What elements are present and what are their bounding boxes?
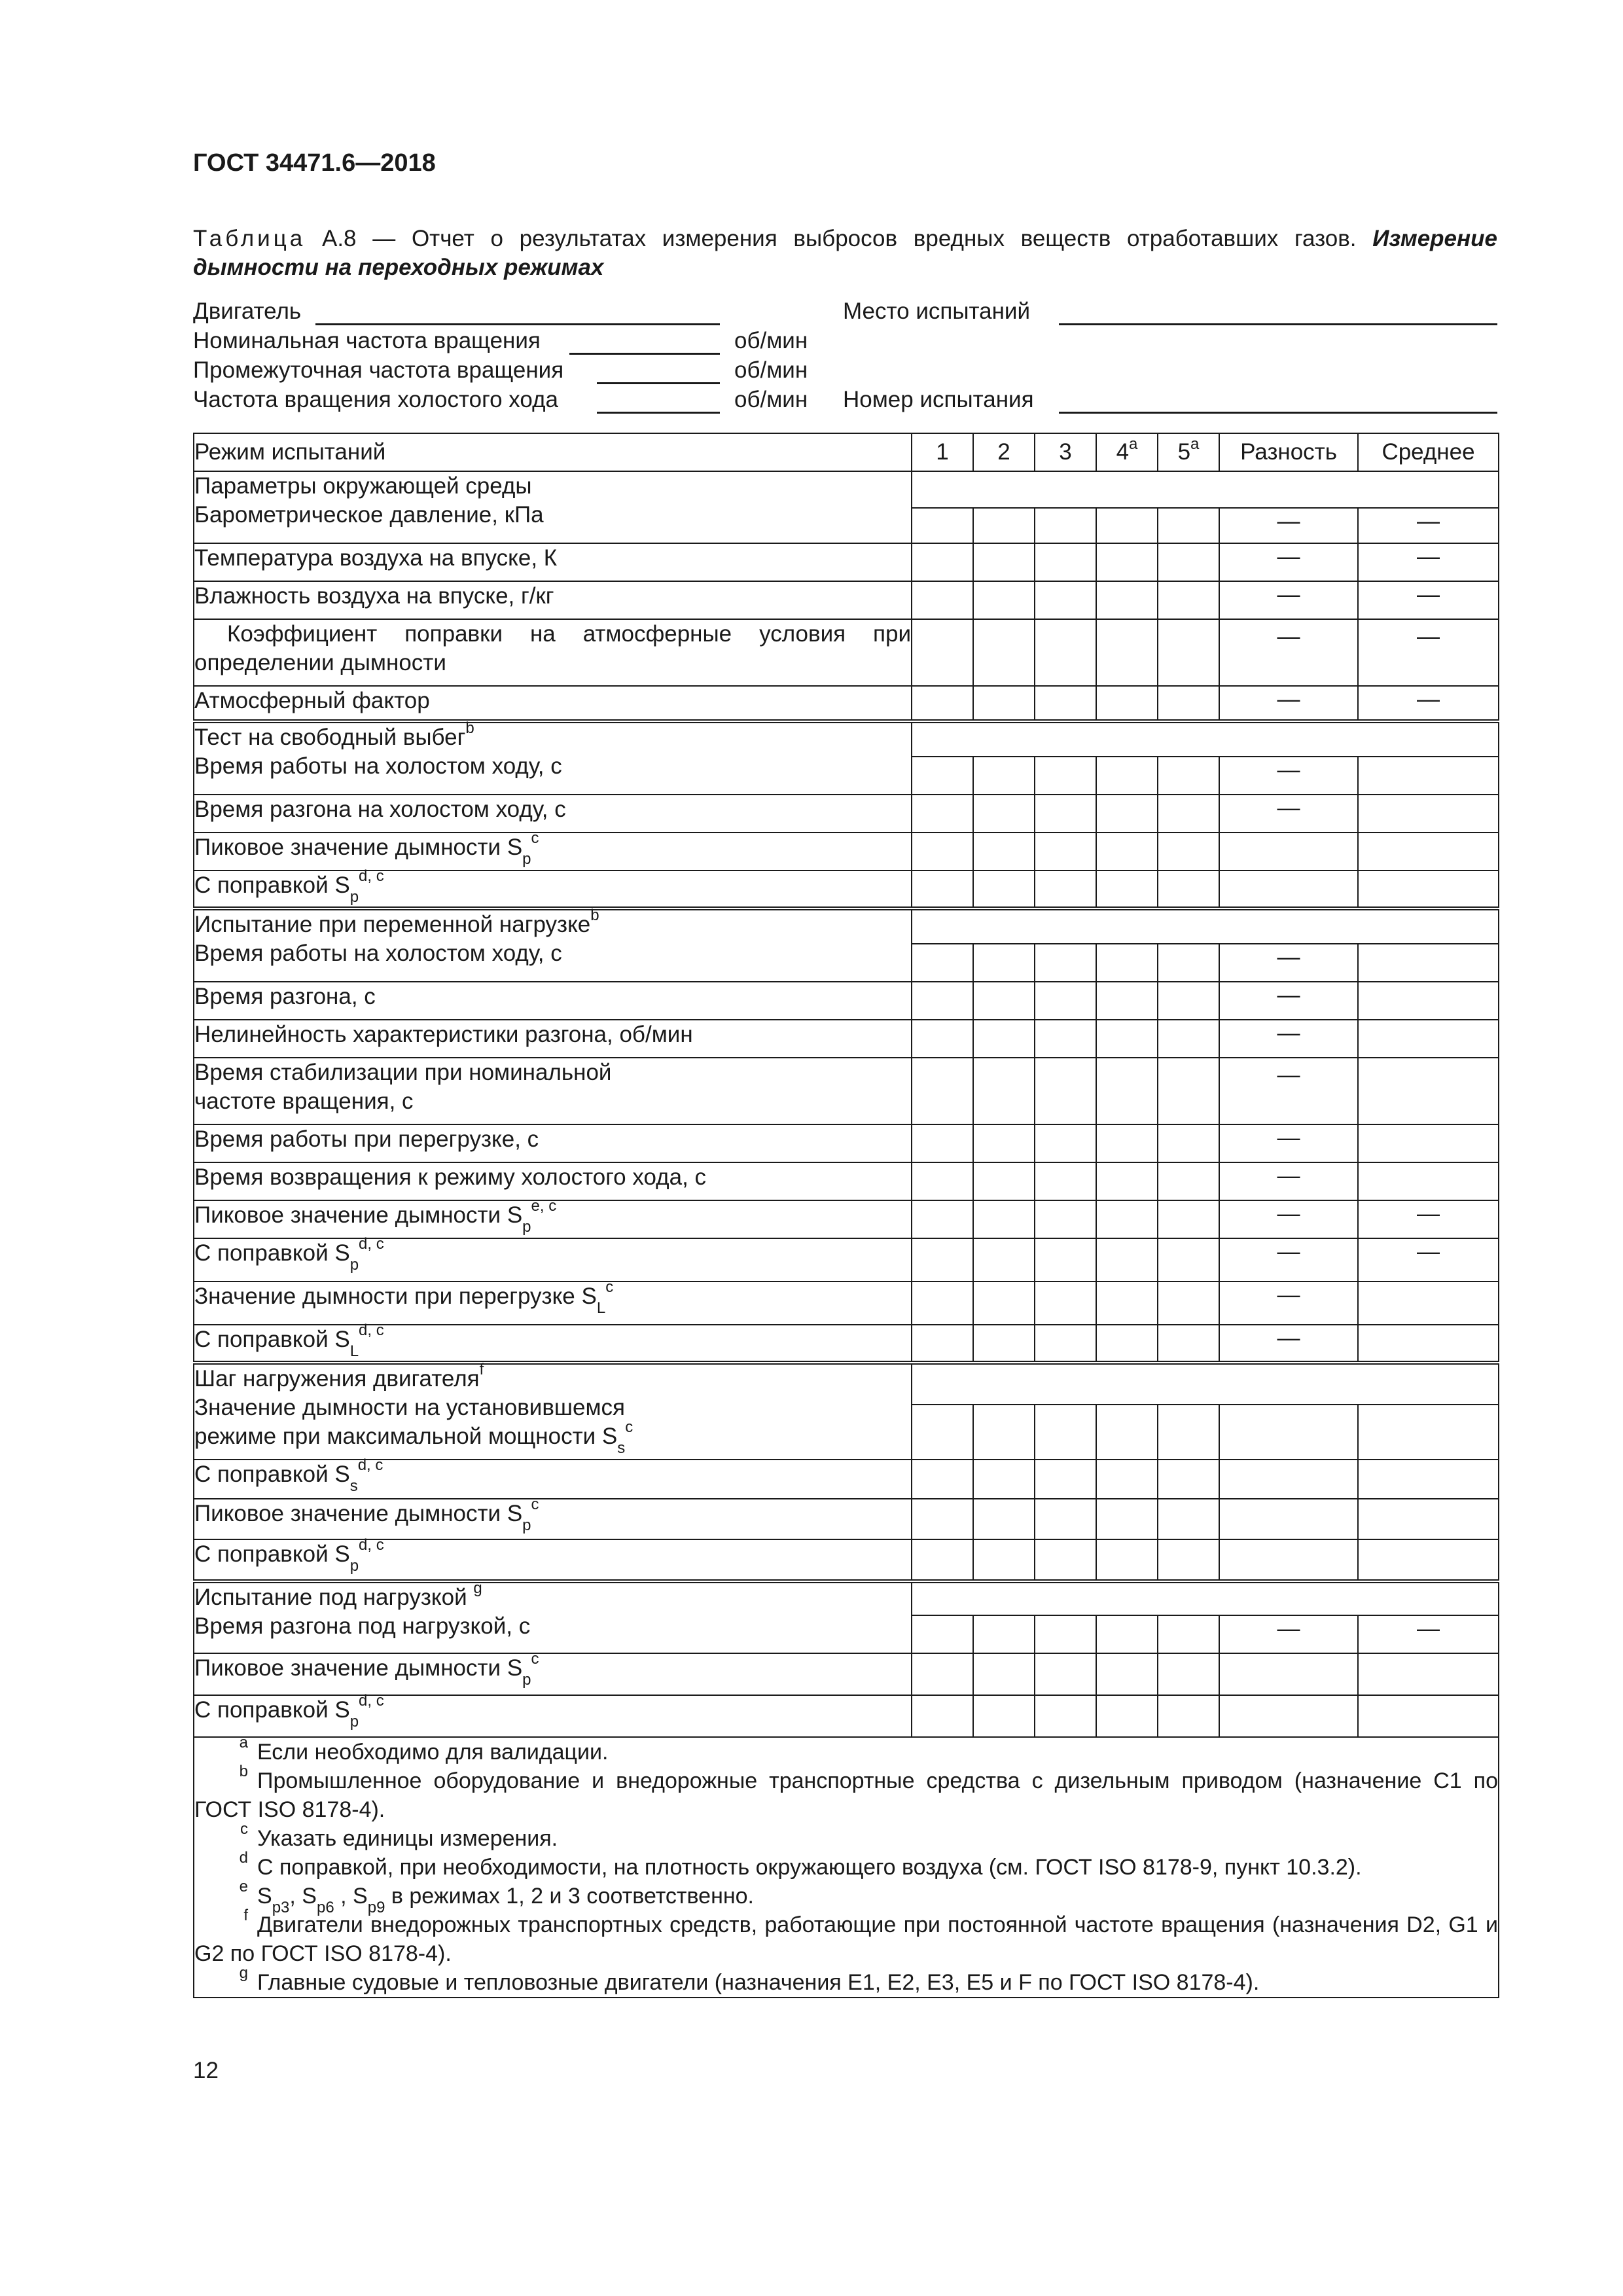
value-cell[interactable] (1158, 1020, 1219, 1058)
value-cell[interactable] (1158, 686, 1219, 721)
value-cell[interactable] (1358, 1499, 1499, 1539)
value-cell[interactable] (1358, 1460, 1499, 1499)
row-label: С поправкой $S_p^{d, c}$ (194, 1539, 912, 1581)
value-cell[interactable] (1035, 1200, 1096, 1238)
value-cell[interactable] (1158, 1282, 1219, 1325)
value-cell[interactable] (912, 1162, 973, 1200)
value-cell[interactable] (1035, 757, 1096, 795)
row-label: Пиковое значение дымности $S_p^c$ (194, 1653, 912, 1695)
value-cell[interactable] (1358, 1282, 1499, 1325)
table-row (194, 1238, 1499, 1282)
table-row (194, 1539, 1499, 1581)
value-cell[interactable] (1158, 1499, 1219, 1539)
dash-cell: — (1358, 1200, 1499, 1238)
value-cell[interactable] (1158, 1615, 1219, 1653)
value-cell[interactable] (1096, 1405, 1158, 1460)
value-cell[interactable] (1096, 1653, 1158, 1695)
value-cell[interactable] (1158, 1162, 1219, 1200)
dash-cell: — (1219, 581, 1358, 619)
test-number-field[interactable] (1059, 388, 1497, 414)
dash-cell: — (1358, 1238, 1499, 1282)
value-cell[interactable] (1096, 543, 1158, 581)
table-row (194, 908, 1499, 944)
value-cell[interactable] (1035, 1058, 1096, 1124)
table-row (194, 982, 1499, 1020)
value-cell[interactable] (973, 833, 1035, 870)
value-cell[interactable] (1096, 944, 1158, 982)
row-label: Тест на свободный выбег$^b$ Время работы на холостом ходу, с (194, 721, 912, 795)
value-cell[interactable] (1096, 1162, 1158, 1200)
table-row (194, 1695, 1499, 1737)
value-cell[interactable] (912, 1238, 973, 1282)
dash-cell: — (1358, 1615, 1499, 1653)
value-cell[interactable] (912, 870, 973, 908)
row-label: Влажность воздуха на впуске, г/кг (194, 581, 912, 619)
value-cell[interactable] (973, 1615, 1035, 1653)
row-label: Время разгона на холостом ходу, с (194, 795, 912, 833)
value-cell[interactable] (973, 757, 1035, 795)
value-cell[interactable] (1158, 508, 1219, 543)
row-label: Коэффициент поправки на атмосферные условия при определении дымности (194, 619, 912, 686)
test-number-label: Номер испытания (843, 387, 1034, 412)
row-label: Испытание при переменной нагрузке$^b$ Время работы на холостом ходу, с (194, 908, 912, 982)
value-cell[interactable] (912, 1020, 973, 1058)
value-cell[interactable] (973, 795, 1035, 833)
value-cell[interactable] (1358, 1405, 1499, 1460)
col-5-header: 5$^a$ (1158, 433, 1219, 471)
value-cell[interactable] (973, 870, 1035, 908)
value-cell[interactable] (973, 1282, 1035, 1325)
dash-cell: — (1219, 757, 1358, 795)
table-row (194, 1460, 1499, 1499)
caption-text: А.8 — Отчет о результатах измерения выбросов вредных веществ отработавших газов. (321, 226, 1357, 251)
footnotes-row (194, 1737, 1499, 1998)
idle-speed-field[interactable] (597, 388, 720, 414)
col-1-header: 1 (912, 433, 973, 471)
table-row (194, 1282, 1499, 1325)
dash-cell: — (1358, 686, 1499, 721)
dash-cell: — (1219, 686, 1358, 721)
value-cell[interactable] (1358, 1124, 1499, 1162)
dash-cell: — (1219, 1325, 1358, 1363)
value-cell[interactable] (1035, 795, 1096, 833)
value-cell[interactable] (1096, 1058, 1158, 1124)
footnote-a: $^a$ Если необходимо для валидации. (239, 1734, 609, 1765)
table-row (194, 1581, 1499, 1615)
merged-cell (912, 908, 1499, 944)
value-cell[interactable] (912, 1325, 973, 1363)
value-cell[interactable] (1035, 1695, 1096, 1737)
value-cell[interactable] (973, 1325, 1035, 1363)
value-cell[interactable] (1158, 833, 1219, 870)
value-cell[interactable] (1158, 944, 1219, 982)
value-cell[interactable] (1035, 508, 1096, 543)
value-cell[interactable] (1358, 757, 1499, 795)
value-cell[interactable] (1035, 1539, 1096, 1581)
value-cell[interactable] (912, 686, 973, 721)
value-cell[interactable] (1035, 1405, 1096, 1460)
value-cell[interactable] (912, 757, 973, 795)
value-cell[interactable] (1035, 1124, 1096, 1162)
table-row (194, 1325, 1499, 1363)
value-cell[interactable] (912, 1460, 973, 1499)
page-number: 12 (193, 2058, 219, 2083)
place-label: Место испытаний (843, 298, 1031, 324)
value-cell[interactable] (1096, 1695, 1158, 1737)
value-cell[interactable] (912, 1695, 973, 1737)
col-3-header: 3 (1035, 433, 1096, 471)
dash-cell: — (1219, 795, 1358, 833)
col-avg-header: Среднее (1358, 433, 1499, 471)
footnote-f: $^f$ Двигатели внедорожных транспортных средств, работающие при постоянной частоте вращения (назначения D2, G1 и G2 по ГОСТ ISO 8178-4). (194, 1907, 1498, 1966)
merged-cell (912, 1363, 1499, 1405)
row-label: Время работы при перегрузке, с (194, 1124, 912, 1162)
value-cell[interactable] (1096, 1460, 1158, 1499)
dash-cell: — (1219, 1615, 1358, 1653)
value-cell[interactable] (912, 508, 973, 543)
dash-cell: — (1219, 1124, 1358, 1162)
value-cell[interactable] (1096, 1124, 1158, 1162)
value-cell[interactable] (1096, 508, 1158, 543)
value-cell[interactable] (912, 1615, 973, 1653)
value-cell[interactable] (1358, 833, 1499, 870)
table-row (194, 795, 1499, 833)
col-4-header: 4$^a$ (1096, 433, 1158, 471)
intermediate-speed-field[interactable] (597, 359, 720, 384)
dash-cell: — (1358, 581, 1499, 619)
table-row (194, 619, 1499, 686)
value-cell[interactable] (912, 833, 973, 870)
table-row (194, 1363, 1499, 1405)
value-cell[interactable] (1158, 543, 1219, 581)
caption-label: Таблица (193, 226, 306, 251)
value-cell[interactable] (912, 1539, 973, 1581)
idle-speed-label: Частота вращения холостого хода (193, 387, 558, 412)
dash-cell: — (1219, 543, 1358, 581)
value-cell[interactable] (912, 1200, 973, 1238)
value-cell[interactable] (1219, 1460, 1358, 1499)
row-label: Пиковое значение дымности $S_p^c$ (194, 833, 912, 870)
value-cell[interactable] (973, 1058, 1035, 1124)
footnote-g: $^g$ Главные судовые и тепловозные двигатели (назначения E1, E2, E3, E5 и F по ГОСТ ISO 8178-4). (239, 1964, 1260, 1995)
value-cell[interactable] (973, 1695, 1035, 1737)
table-row (194, 1020, 1499, 1058)
value-cell[interactable] (973, 1460, 1035, 1499)
value-cell[interactable] (1219, 1695, 1358, 1737)
value-cell[interactable] (1096, 1325, 1158, 1363)
value-cell[interactable] (1158, 1653, 1219, 1695)
value-cell[interactable] (1035, 1615, 1096, 1653)
value-cell[interactable] (1158, 795, 1219, 833)
dash-cell: — (1219, 982, 1358, 1020)
table-row (194, 1124, 1499, 1162)
value-cell[interactable] (1358, 1539, 1499, 1581)
footnote-b: $^b$ Промышленное оборудование и внедорожные транспортные средства с дизельным приводом (назначение C1 по ГОСТ ISO 8178-4). (194, 1763, 1498, 1822)
value-cell[interactable] (912, 1405, 973, 1460)
value-cell[interactable] (1158, 1058, 1219, 1124)
value-cell[interactable] (1358, 1653, 1499, 1695)
table-row (194, 543, 1499, 581)
row-label: Нелинейность характеристики разгона, об/мин (194, 1020, 912, 1058)
rated-speed-unit: об/мин (734, 328, 808, 353)
table-row (194, 686, 1499, 721)
value-cell[interactable] (912, 581, 973, 619)
dash-cell: — (1358, 619, 1499, 686)
value-cell[interactable] (1035, 870, 1096, 908)
dash-cell: — (1219, 619, 1358, 686)
row-label: Время стабилизации при номинальной частоте вращения, с (194, 1058, 912, 1124)
engine-field[interactable] (315, 300, 720, 325)
value-cell[interactable] (1096, 619, 1158, 686)
footnote-d: $^d$ С поправкой, при необходимости, на плотность окружающего воздуха (см. ГОСТ ISO 8178-9, пункт 10.3.2). (239, 1849, 1362, 1880)
table-row (194, 1200, 1499, 1238)
value-cell[interactable] (973, 1653, 1035, 1695)
table-header-row (194, 433, 1499, 471)
table-row (194, 581, 1499, 619)
value-cell[interactable] (1096, 757, 1158, 795)
value-cell[interactable] (912, 543, 973, 581)
table-row (194, 1653, 1499, 1695)
row-label: Испытание под нагрузкой $^g$ Время разгона под нагрузкой, с (194, 1581, 912, 1653)
idle-speed-unit: об/мин (734, 387, 808, 412)
value-cell[interactable] (973, 543, 1035, 581)
value-cell[interactable] (912, 795, 973, 833)
footnote-c: $^c$ Указать единицы измерения. (240, 1820, 558, 1851)
value-cell[interactable] (973, 1200, 1035, 1238)
value-cell[interactable] (973, 581, 1035, 619)
row-label: Атмосферный фактор (194, 686, 912, 721)
value-cell[interactable] (1035, 944, 1096, 982)
value-cell[interactable] (1096, 1499, 1158, 1539)
value-cell[interactable] (1219, 1539, 1358, 1581)
intermediate-speed-unit: об/мин (734, 357, 808, 383)
merged-cell (912, 721, 1499, 757)
dash-cell: — (1219, 508, 1358, 543)
value-cell[interactable] (973, 1405, 1035, 1460)
value-cell[interactable] (1096, 1539, 1158, 1581)
col-2-header: 2 (973, 433, 1035, 471)
value-cell[interactable] (973, 1499, 1035, 1539)
value-cell[interactable] (912, 619, 973, 686)
value-cell[interactable] (973, 982, 1035, 1020)
rated-speed-field[interactable] (569, 329, 720, 355)
value-cell[interactable] (1096, 581, 1158, 619)
value-cell[interactable] (1096, 1238, 1158, 1282)
row-label: С поправкой $S_s^{d, c}$ (194, 1460, 912, 1499)
value-cell[interactable] (973, 1238, 1035, 1282)
value-cell[interactable] (1096, 833, 1158, 870)
dash-cell: — (1219, 1058, 1358, 1124)
value-cell[interactable] (912, 1282, 973, 1325)
value-cell[interactable] (1158, 1539, 1219, 1581)
value-cell[interactable] (1096, 795, 1158, 833)
value-cell[interactable] (1096, 1615, 1158, 1653)
value-cell[interactable] (912, 1124, 973, 1162)
value-cell[interactable] (912, 944, 973, 982)
value-cell[interactable] (1035, 1282, 1096, 1325)
table-row (194, 870, 1499, 908)
row-label: С поправкой $S_p^{d, c}$ (194, 1695, 912, 1737)
footnote-e: $^e$ $S_{p3}$, $S_{p6}$ , $S_{p9}$ в режимах 1, 2 и 3 соответственно. (239, 1878, 755, 1916)
value-cell[interactable] (973, 944, 1035, 982)
place-field[interactable] (1059, 300, 1497, 325)
table-caption (193, 224, 1497, 282)
dash-cell: — (1219, 944, 1358, 982)
value-cell[interactable] (1158, 870, 1219, 908)
dash-cell: — (1219, 1200, 1358, 1238)
row-label: Значение дымности при перегрузке $S_L^c$ (194, 1282, 912, 1325)
value-cell[interactable] (1219, 1653, 1358, 1695)
value-cell[interactable] (1158, 757, 1219, 795)
merged-cell (912, 1581, 1499, 1615)
value-cell[interactable] (912, 1653, 973, 1695)
row-label: Пиковое значение дымности $S_p^{e, c}$ (194, 1200, 912, 1238)
value-cell[interactable] (1219, 833, 1358, 870)
value-cell[interactable] (973, 1020, 1035, 1058)
value-cell[interactable] (1035, 1020, 1096, 1058)
value-cell[interactable] (973, 1124, 1035, 1162)
value-cell[interactable] (1358, 982, 1499, 1020)
value-cell[interactable] (1096, 1282, 1158, 1325)
value-cell[interactable] (1035, 686, 1096, 721)
value-cell[interactable] (973, 686, 1035, 721)
value-cell[interactable] (912, 982, 973, 1020)
value-cell[interactable] (1158, 1325, 1219, 1363)
value-cell[interactable] (1358, 1058, 1499, 1124)
value-cell[interactable] (1158, 1405, 1219, 1460)
value-cell[interactable] (1096, 870, 1158, 908)
value-cell[interactable] (1035, 1499, 1096, 1539)
value-cell[interactable] (1035, 581, 1096, 619)
value-cell[interactable] (1096, 1200, 1158, 1238)
row-label: С поправкой $S_p^{d, c}$ (194, 1238, 912, 1282)
document-header: ГОСТ 34471.6—2018 (193, 149, 436, 177)
row-label: Шаг нагружения двигателя$^f$ Значение дымности на установившемся режиме при максимальной мощности $S_s^c$ (194, 1363, 912, 1460)
value-cell[interactable] (1219, 870, 1358, 908)
value-cell[interactable] (973, 508, 1035, 543)
table-row (194, 1499, 1499, 1539)
value-cell[interactable] (1158, 1695, 1219, 1737)
table-row (194, 833, 1499, 870)
value-cell[interactable] (1158, 1124, 1219, 1162)
row-label: Температура воздуха на впуске, К (194, 543, 912, 581)
value-cell[interactable] (1158, 982, 1219, 1020)
value-cell[interactable] (1158, 1200, 1219, 1238)
value-cell[interactable] (1035, 1460, 1096, 1499)
intermediate-speed-label: Промежуточная частота вращения (193, 357, 564, 383)
col-diff-header: Разность (1219, 433, 1358, 471)
value-cell[interactable] (1358, 1325, 1499, 1363)
value-cell[interactable] (1035, 982, 1096, 1020)
dash-cell: — (1358, 543, 1499, 581)
row-label: Пиковое значение дымности $S_p^c$ (194, 1499, 912, 1539)
value-cell[interactable] (1035, 543, 1096, 581)
value-cell[interactable] (1158, 619, 1219, 686)
value-cell[interactable] (1358, 944, 1499, 982)
rated-speed-label: Номинальная частота вращения (193, 328, 541, 353)
value-cell[interactable] (1096, 686, 1158, 721)
row-label: Время разгона, с (194, 982, 912, 1020)
value-cell[interactable] (1358, 1020, 1499, 1058)
value-cell[interactable] (973, 1162, 1035, 1200)
value-cell[interactable] (1096, 1020, 1158, 1058)
caption-emphasis: Измерение дымности на переходных режимах (193, 226, 1498, 280)
value-cell[interactable] (1219, 1405, 1358, 1460)
value-cell[interactable] (1035, 1238, 1096, 1282)
value-cell[interactable] (912, 1058, 973, 1124)
value-cell[interactable] (1035, 1162, 1096, 1200)
row-label: Время возвращения к режиму холостого хода, с (194, 1162, 912, 1200)
table-row (194, 471, 1499, 508)
value-cell[interactable] (1158, 1238, 1219, 1282)
value-cell[interactable] (1358, 1695, 1499, 1737)
value-cell[interactable] (1219, 1499, 1358, 1539)
results-table (193, 433, 1499, 1998)
value-cell[interactable] (1035, 1653, 1096, 1695)
row-label: С поправкой $S_p^{d, c}$ (194, 870, 912, 908)
value-cell[interactable] (1035, 619, 1096, 686)
value-cell[interactable] (1358, 870, 1499, 908)
dash-cell: — (1219, 1020, 1358, 1058)
value-cell[interactable] (1358, 1162, 1499, 1200)
value-cell[interactable] (1096, 982, 1158, 1020)
table-row (194, 1162, 1499, 1200)
dash-cell: — (1219, 1162, 1358, 1200)
dash-cell: — (1219, 1238, 1358, 1282)
dash-cell: — (1358, 508, 1499, 543)
value-cell[interactable] (912, 1499, 973, 1539)
table-row (194, 721, 1499, 757)
dash-cell: — (1219, 1282, 1358, 1325)
footnotes (194, 1734, 1499, 1998)
value-cell[interactable] (1035, 833, 1096, 870)
value-cell[interactable] (973, 1539, 1035, 1581)
value-cell[interactable] (1358, 795, 1499, 833)
row-label: Параметры окружающей среды Барометрическое давление, кПа (194, 471, 912, 543)
merged-cell (912, 471, 1499, 508)
value-cell[interactable] (1158, 581, 1219, 619)
row-label: С поправкой $S_L^{d, c}$ (194, 1325, 912, 1363)
table-row (194, 1058, 1499, 1124)
col-mode-header: Режим испытаний (194, 433, 912, 471)
value-cell[interactable] (1035, 1325, 1096, 1363)
value-cell[interactable] (1158, 1460, 1219, 1499)
value-cell[interactable] (973, 619, 1035, 686)
engine-label: Двигатель (193, 298, 302, 324)
